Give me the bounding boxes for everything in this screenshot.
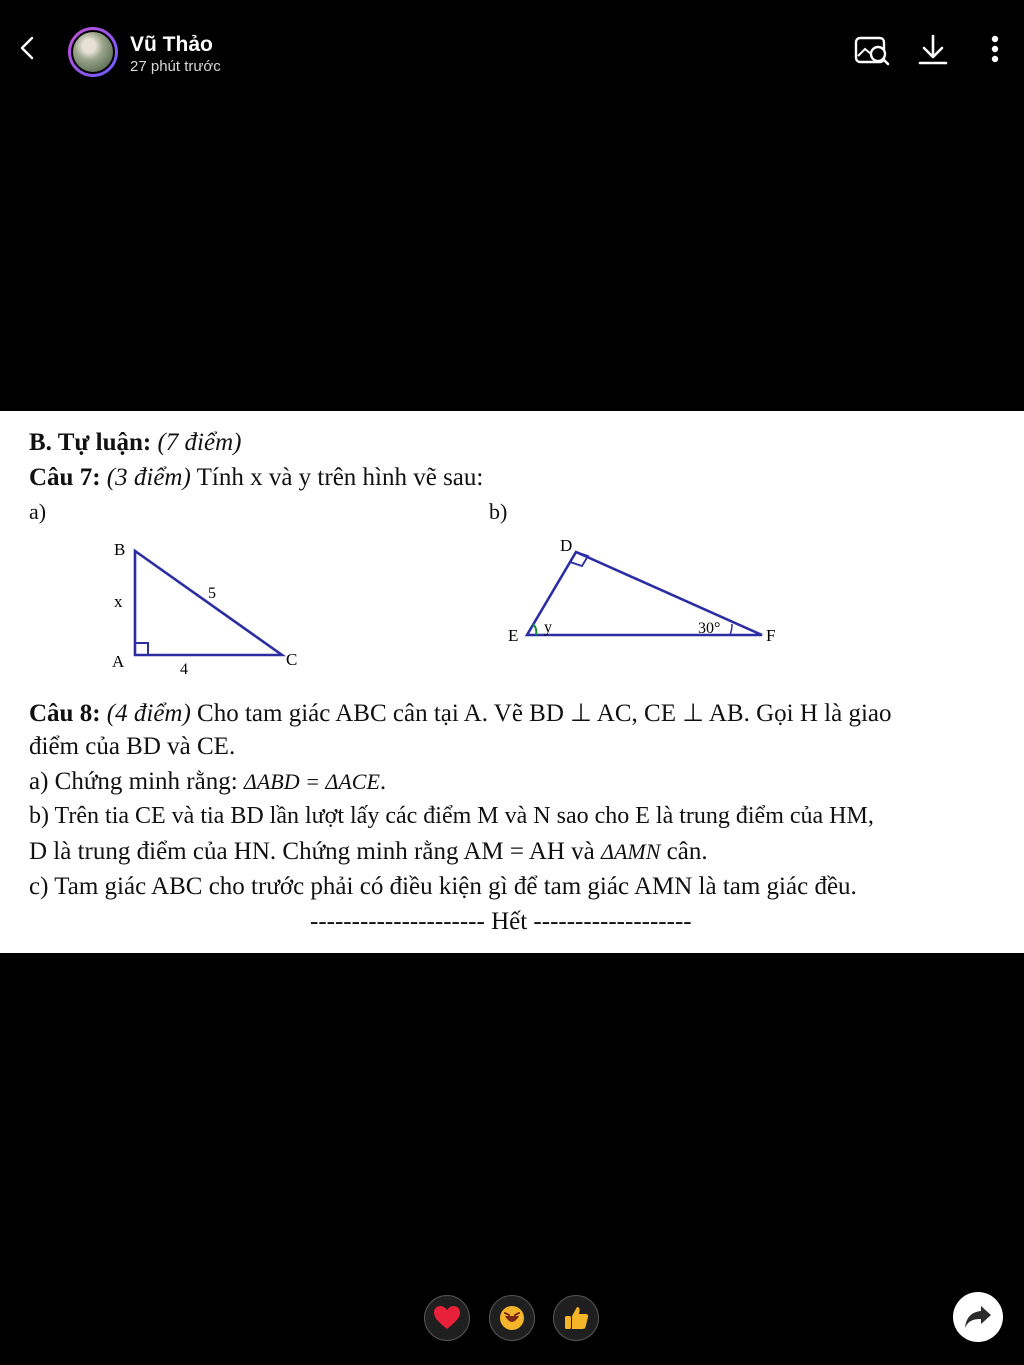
like-reaction-button[interactable] <box>553 1295 599 1341</box>
laugh-icon <box>498 1304 526 1332</box>
exam-image <box>0 411 1024 953</box>
label-F: F <box>766 626 776 645</box>
avatar[interactable] <box>68 27 118 77</box>
q8-text1: Cho tam giác ABC cân tại A. Vẽ BD ⊥ AC, CE ⊥ AB. Gọi H là giao <box>197 700 892 727</box>
q7-text: Tính x và y trên hình vẽ sau: <box>196 464 484 491</box>
q7-label: Câu 7: <box>29 464 101 491</box>
post-time: 27 phút trước <box>130 58 221 75</box>
label-hyp: 5 <box>208 585 216 602</box>
q8-points: (4 điểm) <box>106 700 191 727</box>
part-b-label: b) <box>489 499 508 524</box>
label-E: E <box>508 626 519 645</box>
more-icon[interactable] <box>975 30 1015 70</box>
q8-part-a: a) Chứng minh rằng: ΔABD = ΔACE. <box>29 768 387 795</box>
thumbs-up-icon <box>562 1304 590 1332</box>
heart-reaction-button[interactable] <box>424 1295 470 1341</box>
label-angle: 30° <box>698 620 721 637</box>
question-7 <box>29 464 483 492</box>
q8-text2: điểm của BD và CE. <box>29 733 236 760</box>
q8-label: Câu 8: <box>29 700 101 727</box>
q8-a-prefix: a) Chứng minh rằng: <box>29 768 238 795</box>
label-A: A <box>112 652 125 671</box>
question-8-line1 <box>29 698 892 728</box>
section-heading-line <box>29 429 241 457</box>
share-button[interactable] <box>953 1292 1003 1342</box>
laugh-reaction-button[interactable] <box>489 1295 535 1341</box>
image-search-icon[interactable] <box>852 30 892 70</box>
q8-b2-suffix: cân. <box>666 838 708 865</box>
end-line: --------------------- Hết ------------------- <box>310 908 692 935</box>
q8-part-c: c) Tam giác ABC cho trước phải có điều kiện gì để tam giác AMN là tam giác đều. <box>29 873 857 900</box>
label-x: x <box>114 592 123 611</box>
q8-b2-prefix: D là trung điểm của HN. Chứng minh rằng AM = AH và <box>29 838 595 865</box>
figure-b <box>500 529 800 649</box>
top-bar <box>0 0 1024 100</box>
label-y: y <box>544 619 552 636</box>
label-B: B <box>114 540 126 559</box>
q7-points: (3 điểm) <box>106 464 191 491</box>
section-points: (7 điểm) <box>157 429 242 456</box>
label-base: 4 <box>180 661 188 678</box>
download-icon[interactable] <box>913 30 953 70</box>
user-name[interactable]: Vũ Thảo <box>130 33 213 56</box>
section-heading: B. Tự luận: <box>29 429 152 456</box>
heart-icon <box>433 1305 461 1331</box>
share-icon <box>963 1304 993 1330</box>
q8-b2-math: ΔAMN <box>601 839 661 864</box>
label-D: D <box>560 536 573 555</box>
q8-b-line2 <box>29 838 708 866</box>
back-icon[interactable] <box>14 32 44 64</box>
q8-b-line1: b) Trên tia CE và tia BD lần lượt lấy các điểm M và N sao cho E là trung điểm của HM, <box>29 803 874 829</box>
label-C: C <box>286 650 298 669</box>
part-a-label: a) <box>29 499 47 524</box>
figure-a <box>100 531 320 681</box>
q8-a-math: ΔABD = ΔACE <box>243 769 380 794</box>
